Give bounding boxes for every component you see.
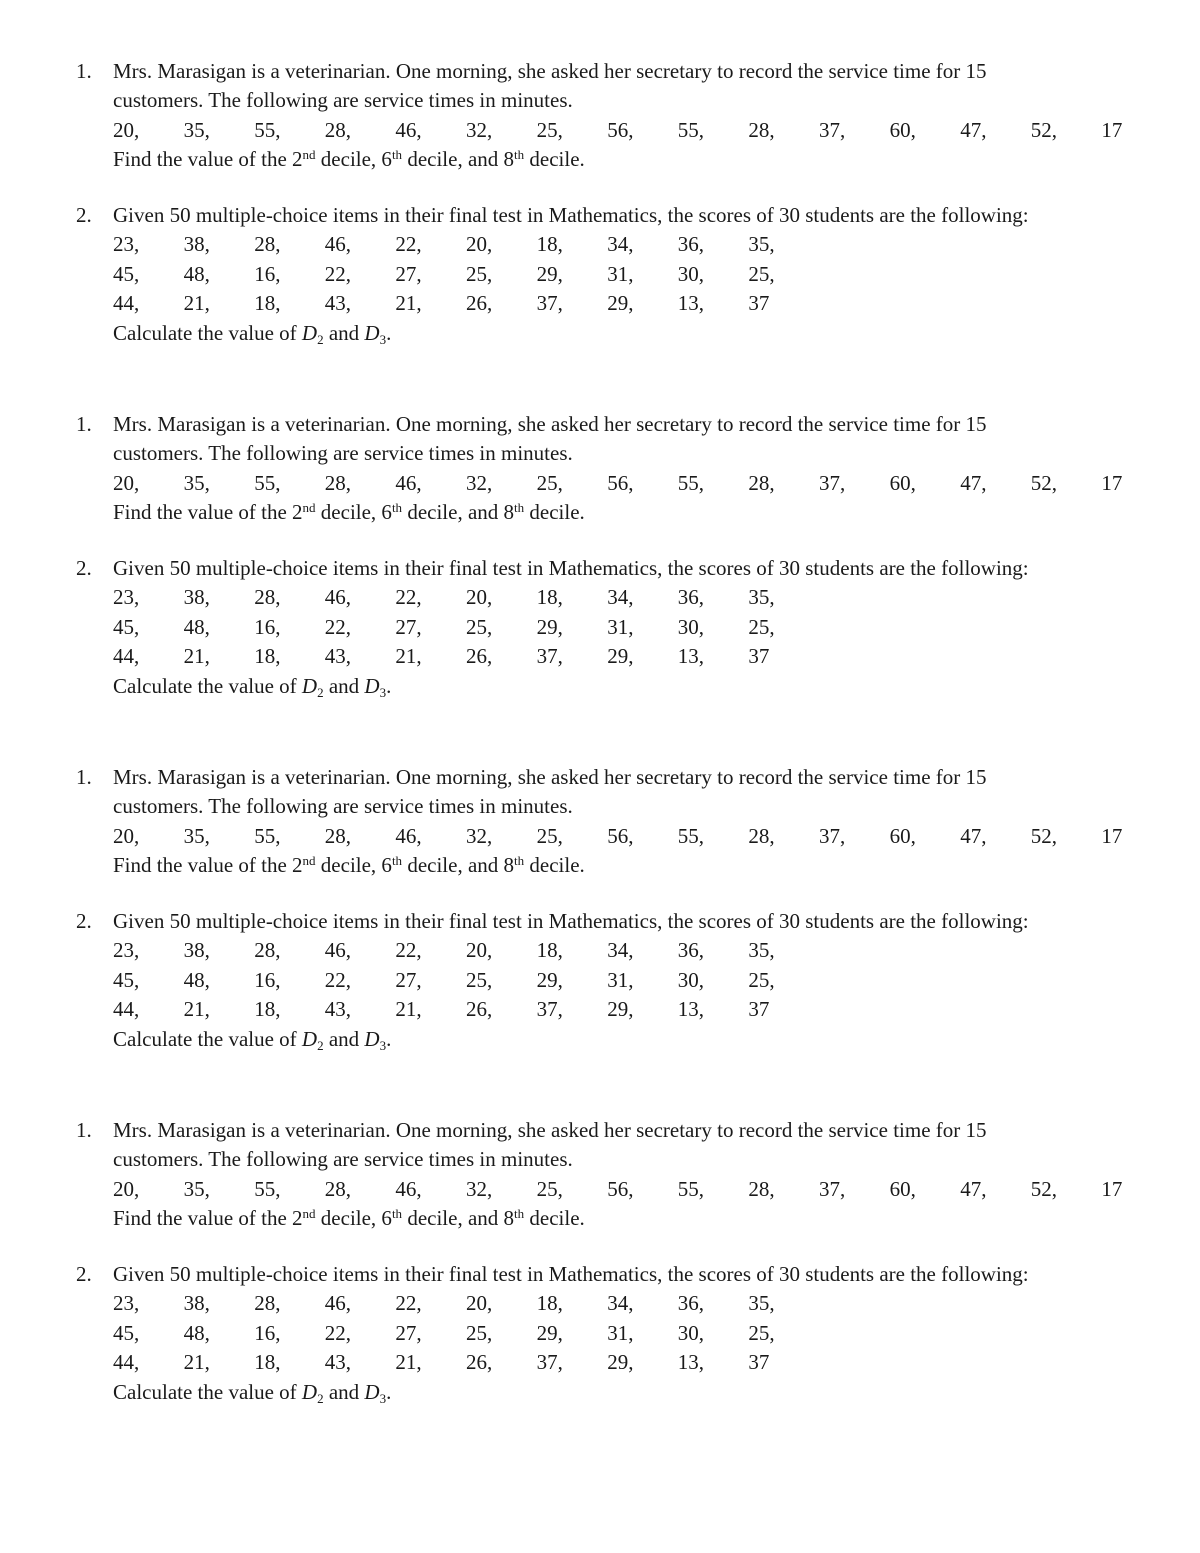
service-time-value: 56,: [607, 470, 634, 495]
service-time-value: 37,: [819, 117, 846, 142]
instruction-text: decile.: [524, 500, 585, 525]
problem-set: [0, 57, 1200, 357]
score-value: 25,: [748, 1320, 775, 1345]
question-instruction: [113, 319, 1193, 348]
score-value: 31,: [607, 261, 634, 286]
ordinal-suffix: th: [391, 147, 403, 163]
score-value: 18,: [254, 1350, 281, 1375]
instruction-text: and: [323, 320, 365, 345]
score-value: 26,: [466, 644, 493, 669]
score-value: 28,: [254, 585, 281, 610]
service-time-value: 25,: [536, 823, 563, 848]
decile-index: 2: [317, 331, 324, 347]
decile-symbol: D: [364, 1026, 380, 1051]
service-time-value: 17: [1101, 823, 1123, 848]
service-time-value: 25,: [536, 1176, 563, 1201]
service-time-value: 55,: [677, 470, 705, 495]
decile-index: 2: [317, 1390, 324, 1406]
score-value: 34,: [607, 1291, 634, 1316]
score-value: 30,: [677, 1320, 705, 1345]
service-time-value: 28,: [324, 470, 352, 495]
instruction-text: decile, and 8: [402, 147, 515, 172]
score-value: 35,: [748, 1291, 775, 1316]
score-value: 27,: [395, 1320, 422, 1345]
decile-index: 3: [379, 1390, 387, 1406]
score-value: 13,: [677, 644, 705, 669]
score-value: 20,: [466, 1291, 493, 1316]
service-time-value: 56,: [607, 1176, 634, 1201]
score-value: 22,: [395, 938, 422, 963]
service-time-value: 55,: [677, 117, 705, 142]
question-text-line: customers. The following are service times in minutes.: [113, 1147, 573, 1172]
score-value: 20,: [466, 585, 493, 610]
score-value: 18,: [536, 232, 563, 257]
question-number: 1.: [76, 1118, 92, 1142]
problem-set: [0, 1116, 1200, 1416]
score-value: 21,: [183, 997, 210, 1022]
score-value: 22,: [395, 585, 422, 610]
score-value: 13,: [677, 291, 705, 316]
score-value: 38,: [183, 1291, 210, 1316]
score-value: 21,: [183, 291, 210, 316]
instruction-text: Find the value of the 2: [113, 147, 303, 172]
instruction-text: decile, and 8: [402, 853, 515, 878]
ordinal-suffix: th: [391, 1206, 403, 1222]
decile-symbol: D: [364, 320, 380, 345]
service-times-row: [113, 1175, 1193, 1204]
score-value: 28,: [254, 938, 281, 963]
ordinal-suffix: th: [391, 500, 403, 516]
service-time-value: 17: [1101, 470, 1123, 495]
instruction-text: Find the value of the 2: [113, 500, 303, 525]
scores-row: [113, 583, 1193, 612]
score-value: 37,: [536, 291, 563, 316]
scores-row: [113, 1319, 1193, 1348]
score-value: 26,: [466, 997, 493, 1022]
instruction-text: decile, and 8: [402, 500, 515, 525]
score-value: 45,: [113, 614, 140, 639]
score-value: 25,: [748, 261, 775, 286]
score-value: 30,: [677, 967, 705, 992]
score-value: 18,: [254, 997, 281, 1022]
service-time-value: 28,: [748, 470, 775, 495]
service-time-value: 46,: [395, 1176, 422, 1201]
problem-set: [0, 410, 1200, 710]
score-value: 22,: [324, 967, 352, 992]
score-value: 13,: [677, 997, 705, 1022]
decile-symbol: D: [301, 1379, 318, 1404]
score-value: 22,: [395, 1291, 422, 1316]
score-value: 44,: [113, 1350, 140, 1375]
service-time-value: 47,: [960, 470, 987, 495]
score-value: 18,: [536, 1291, 563, 1316]
score-value: 23,: [113, 1291, 140, 1316]
score-value: 38,: [183, 585, 210, 610]
score-value: 26,: [466, 291, 493, 316]
service-time-value: 20,: [113, 470, 140, 495]
service-time-value: 37,: [819, 470, 846, 495]
service-time-value: 55,: [254, 470, 281, 495]
score-value: 25,: [748, 967, 775, 992]
score-value: 18,: [536, 938, 563, 963]
question-number: 2.: [76, 909, 92, 933]
scores-row: [113, 1348, 1193, 1377]
score-value: 37,: [536, 644, 563, 669]
service-time-value: 55,: [677, 823, 705, 848]
score-value: 46,: [324, 1291, 352, 1316]
question-text-line: customers. The following are service times in minutes.: [113, 794, 573, 819]
decile-index: 3: [379, 1037, 387, 1053]
instruction-text: and: [323, 1379, 365, 1404]
scores-row: [113, 642, 1193, 671]
score-value: 31,: [607, 967, 634, 992]
score-value: 35,: [748, 585, 775, 610]
instruction-text: .: [386, 1026, 392, 1051]
score-value: 37: [748, 291, 770, 316]
question-text-line: Mrs. Marasigan is a veterinarian. One morning, she asked her secretary to record the service time for 15: [113, 412, 987, 436]
score-value: 37: [748, 997, 770, 1022]
score-value: 45,: [113, 1320, 140, 1345]
question-number: 2.: [76, 1262, 92, 1286]
scores-row: [113, 1289, 1193, 1318]
score-value: 25,: [748, 614, 775, 639]
instruction-text: decile, 6: [315, 500, 392, 525]
score-value: 23,: [113, 232, 140, 257]
scores-row: [113, 995, 1193, 1024]
score-value: 29,: [536, 261, 563, 286]
instruction-text: decile.: [524, 853, 585, 878]
ordinal-suffix: th: [514, 500, 525, 516]
question-text-line: Given 50 multiple-choice items in their final test in Mathematics, the scores of 30 students are the following:: [113, 556, 1029, 580]
instruction-text: .: [386, 1379, 392, 1404]
ordinal-suffix: nd: [302, 853, 316, 869]
score-value: 38,: [183, 938, 210, 963]
score-value: 46,: [324, 585, 352, 610]
score-value: 22,: [324, 1320, 352, 1345]
instruction-text: and: [323, 673, 365, 698]
question-body: [113, 763, 1193, 881]
service-time-value: 28,: [324, 1176, 352, 1201]
instruction-text: decile.: [524, 1206, 585, 1231]
score-value: 37,: [536, 1350, 563, 1375]
score-value: 34,: [607, 585, 634, 610]
ordinal-suffix: th: [514, 853, 525, 869]
scores-row: [113, 936, 1193, 965]
instruction-text: .: [386, 673, 392, 698]
scores-row: [113, 230, 1193, 259]
score-value: 48,: [183, 614, 210, 639]
score-value: 21,: [395, 644, 422, 669]
question-body: [113, 201, 1193, 348]
service-time-value: 32,: [466, 470, 493, 495]
score-value: 35,: [748, 938, 775, 963]
score-value: 46,: [324, 232, 352, 257]
score-value: 22,: [324, 614, 352, 639]
question-number: 1.: [76, 59, 92, 83]
score-value: 16,: [254, 967, 281, 992]
score-value: 45,: [113, 967, 140, 992]
service-time-value: 52,: [1030, 117, 1058, 142]
service-time-value: 46,: [395, 470, 422, 495]
service-time-value: 28,: [324, 117, 352, 142]
score-value: 20,: [466, 232, 493, 257]
score-value: 25,: [466, 967, 493, 992]
score-value: 29,: [607, 291, 634, 316]
score-value: 46,: [324, 938, 352, 963]
decile-index: 3: [379, 684, 387, 700]
service-time-value: 35,: [183, 470, 210, 495]
service-time-value: 35,: [183, 117, 210, 142]
question-text-line: Mrs. Marasigan is a veterinarian. One morning, she asked her secretary to record the service time for 15: [113, 765, 987, 789]
service-time-value: 60,: [889, 1176, 916, 1201]
question-instruction: [113, 851, 1193, 880]
score-value: 29,: [536, 1320, 563, 1345]
question-text-line: Given 50 multiple-choice items in their final test in Mathematics, the scores of 30 students are the following:: [113, 1262, 1029, 1286]
score-value: 18,: [536, 585, 563, 610]
service-time-value: 32,: [466, 823, 493, 848]
service-time-value: 20,: [113, 117, 140, 142]
question-number: 2.: [76, 203, 92, 227]
question-body: [113, 554, 1193, 701]
service-time-value: 28,: [748, 1176, 775, 1201]
service-time-value: 52,: [1030, 1176, 1058, 1201]
score-value: 36,: [677, 1291, 705, 1316]
score-value: 23,: [113, 585, 140, 610]
score-value: 31,: [607, 1320, 634, 1345]
score-value: 35,: [748, 232, 775, 257]
decile-symbol: D: [301, 1026, 318, 1051]
score-value: 37: [748, 1350, 770, 1375]
score-value: 30,: [677, 614, 705, 639]
instruction-text: decile, 6: [315, 853, 392, 878]
score-value: 18,: [254, 644, 281, 669]
service-time-value: 32,: [466, 117, 493, 142]
instruction-text: decile.: [524, 147, 585, 172]
problem-set: [0, 763, 1200, 1063]
instruction-text: Calculate the value of: [113, 320, 302, 345]
service-time-value: 25,: [536, 470, 563, 495]
score-value: 21,: [395, 997, 422, 1022]
score-value: 43,: [324, 291, 352, 316]
score-value: 37: [748, 644, 770, 669]
service-time-value: 55,: [254, 1176, 281, 1201]
score-value: 27,: [395, 614, 422, 639]
instruction-text: Calculate the value of: [113, 1026, 302, 1051]
score-value: 37,: [536, 997, 563, 1022]
question-text-line: customers. The following are service times in minutes.: [113, 441, 573, 466]
score-value: 27,: [395, 967, 422, 992]
service-time-value: 46,: [395, 823, 422, 848]
service-time-value: 35,: [183, 823, 210, 848]
score-value: 48,: [183, 1320, 210, 1345]
question-number: 1.: [76, 412, 92, 436]
instruction-text: .: [386, 320, 392, 345]
service-time-value: 47,: [960, 823, 987, 848]
score-value: 25,: [466, 614, 493, 639]
service-time-value: 28,: [324, 823, 352, 848]
service-time-value: 56,: [607, 823, 634, 848]
question-body: [113, 410, 1193, 528]
question-body: [113, 57, 1193, 175]
service-time-value: 60,: [889, 117, 916, 142]
score-value: 44,: [113, 997, 140, 1022]
scores-row: [113, 289, 1193, 318]
service-time-value: 28,: [748, 823, 775, 848]
instruction-text: Find the value of the 2: [113, 1206, 303, 1231]
service-time-value: 25,: [536, 117, 563, 142]
score-value: 16,: [254, 261, 281, 286]
score-value: 21,: [183, 1350, 210, 1375]
score-value: 48,: [183, 967, 210, 992]
score-value: 22,: [324, 261, 352, 286]
score-value: 28,: [254, 232, 281, 257]
instruction-text: decile, 6: [315, 147, 392, 172]
ordinal-suffix: th: [391, 853, 403, 869]
instruction-text: Calculate the value of: [113, 1379, 302, 1404]
decile-index: 3: [379, 331, 387, 347]
scores-row: [113, 613, 1193, 642]
service-time-value: 60,: [889, 470, 916, 495]
score-value: 21,: [183, 644, 210, 669]
service-time-value: 56,: [607, 117, 634, 142]
service-time-value: 20,: [113, 823, 140, 848]
question-instruction: [113, 145, 1193, 174]
score-value: 25,: [466, 261, 493, 286]
ordinal-suffix: th: [514, 1206, 525, 1222]
service-time-value: 32,: [466, 1176, 493, 1201]
score-value: 16,: [254, 1320, 281, 1345]
score-value: 29,: [536, 967, 563, 992]
service-time-value: 47,: [960, 117, 987, 142]
ordinal-suffix: nd: [302, 147, 316, 163]
service-times-row: [113, 469, 1193, 498]
ordinal-suffix: nd: [302, 500, 316, 516]
score-value: 34,: [607, 232, 634, 257]
service-time-value: 37,: [819, 1176, 846, 1201]
score-value: 18,: [254, 291, 281, 316]
instruction-text: Calculate the value of: [113, 673, 302, 698]
service-time-value: 55,: [677, 1176, 705, 1201]
decile-symbol: D: [301, 320, 318, 345]
score-value: 23,: [113, 938, 140, 963]
score-value: 44,: [113, 291, 140, 316]
decile-index: 2: [317, 1037, 324, 1053]
score-value: 30,: [677, 261, 705, 286]
question-instruction: [113, 1378, 1193, 1407]
score-value: 29,: [536, 614, 563, 639]
decile-index: 2: [317, 684, 324, 700]
scores-row: [113, 966, 1193, 995]
instruction-text: decile, and 8: [402, 1206, 515, 1231]
service-time-value: 35,: [183, 1176, 210, 1201]
score-value: 21,: [395, 1350, 422, 1375]
service-time-value: 47,: [960, 1176, 987, 1201]
score-value: 28,: [254, 1291, 281, 1316]
service-times-row: [113, 116, 1193, 145]
question-text-line: Mrs. Marasigan is a veterinarian. One morning, she asked her secretary to record the service time for 15: [113, 59, 987, 83]
question-text-line: Given 50 multiple-choice items in their final test in Mathematics, the scores of 30 students are the following:: [113, 909, 1029, 933]
question-number: 2.: [76, 556, 92, 580]
score-value: 44,: [113, 644, 140, 669]
question-body: [113, 907, 1193, 1054]
question-body: [113, 1260, 1193, 1407]
score-value: 43,: [324, 1350, 352, 1375]
score-value: 26,: [466, 1350, 493, 1375]
service-time-value: 55,: [254, 823, 281, 848]
question-instruction: [113, 1025, 1193, 1054]
service-time-value: 17: [1101, 1176, 1123, 1201]
instruction-text: and: [323, 1026, 365, 1051]
service-time-value: 37,: [819, 823, 846, 848]
scores-row: [113, 260, 1193, 289]
score-value: 16,: [254, 614, 281, 639]
service-time-value: 55,: [254, 117, 281, 142]
score-value: 36,: [677, 585, 705, 610]
ordinal-suffix: th: [514, 147, 525, 163]
score-value: 27,: [395, 261, 422, 286]
score-value: 31,: [607, 614, 634, 639]
score-value: 48,: [183, 261, 210, 286]
score-value: 43,: [324, 644, 352, 669]
decile-symbol: D: [301, 673, 318, 698]
score-value: 38,: [183, 232, 210, 257]
ordinal-suffix: nd: [302, 1206, 316, 1222]
score-value: 34,: [607, 938, 634, 963]
score-value: 29,: [607, 1350, 634, 1375]
question-instruction: [113, 498, 1193, 527]
score-value: 22,: [395, 232, 422, 257]
score-value: 20,: [466, 938, 493, 963]
score-value: 21,: [395, 291, 422, 316]
question-body: [113, 1116, 1193, 1234]
service-time-value: 60,: [889, 823, 916, 848]
service-time-value: 28,: [748, 117, 775, 142]
service-time-value: 46,: [395, 117, 422, 142]
score-value: 36,: [677, 938, 705, 963]
score-value: 29,: [607, 997, 634, 1022]
question-text-line: Mrs. Marasigan is a veterinarian. One morning, she asked her secretary to record the service time for 15: [113, 1118, 987, 1142]
instruction-text: Find the value of the 2: [113, 853, 303, 878]
score-value: 36,: [677, 232, 705, 257]
service-times-row: [113, 822, 1193, 851]
score-value: 13,: [677, 1350, 705, 1375]
decile-symbol: D: [364, 1379, 380, 1404]
service-time-value: 17: [1101, 117, 1123, 142]
score-value: 43,: [324, 997, 352, 1022]
score-value: 25,: [466, 1320, 493, 1345]
service-time-value: 20,: [113, 1176, 140, 1201]
question-instruction: [113, 672, 1193, 701]
service-time-value: 52,: [1030, 470, 1058, 495]
score-value: 45,: [113, 261, 140, 286]
decile-symbol: D: [364, 673, 380, 698]
service-time-value: 52,: [1030, 823, 1058, 848]
instruction-text: decile, 6: [315, 1206, 392, 1231]
question-number: 1.: [76, 765, 92, 789]
score-value: 29,: [607, 644, 634, 669]
question-text-line: customers. The following are service times in minutes.: [113, 88, 573, 113]
question-instruction: [113, 1204, 1193, 1233]
question-text-line: Given 50 multiple-choice items in their final test in Mathematics, the scores of 30 students are the following:: [113, 203, 1029, 227]
